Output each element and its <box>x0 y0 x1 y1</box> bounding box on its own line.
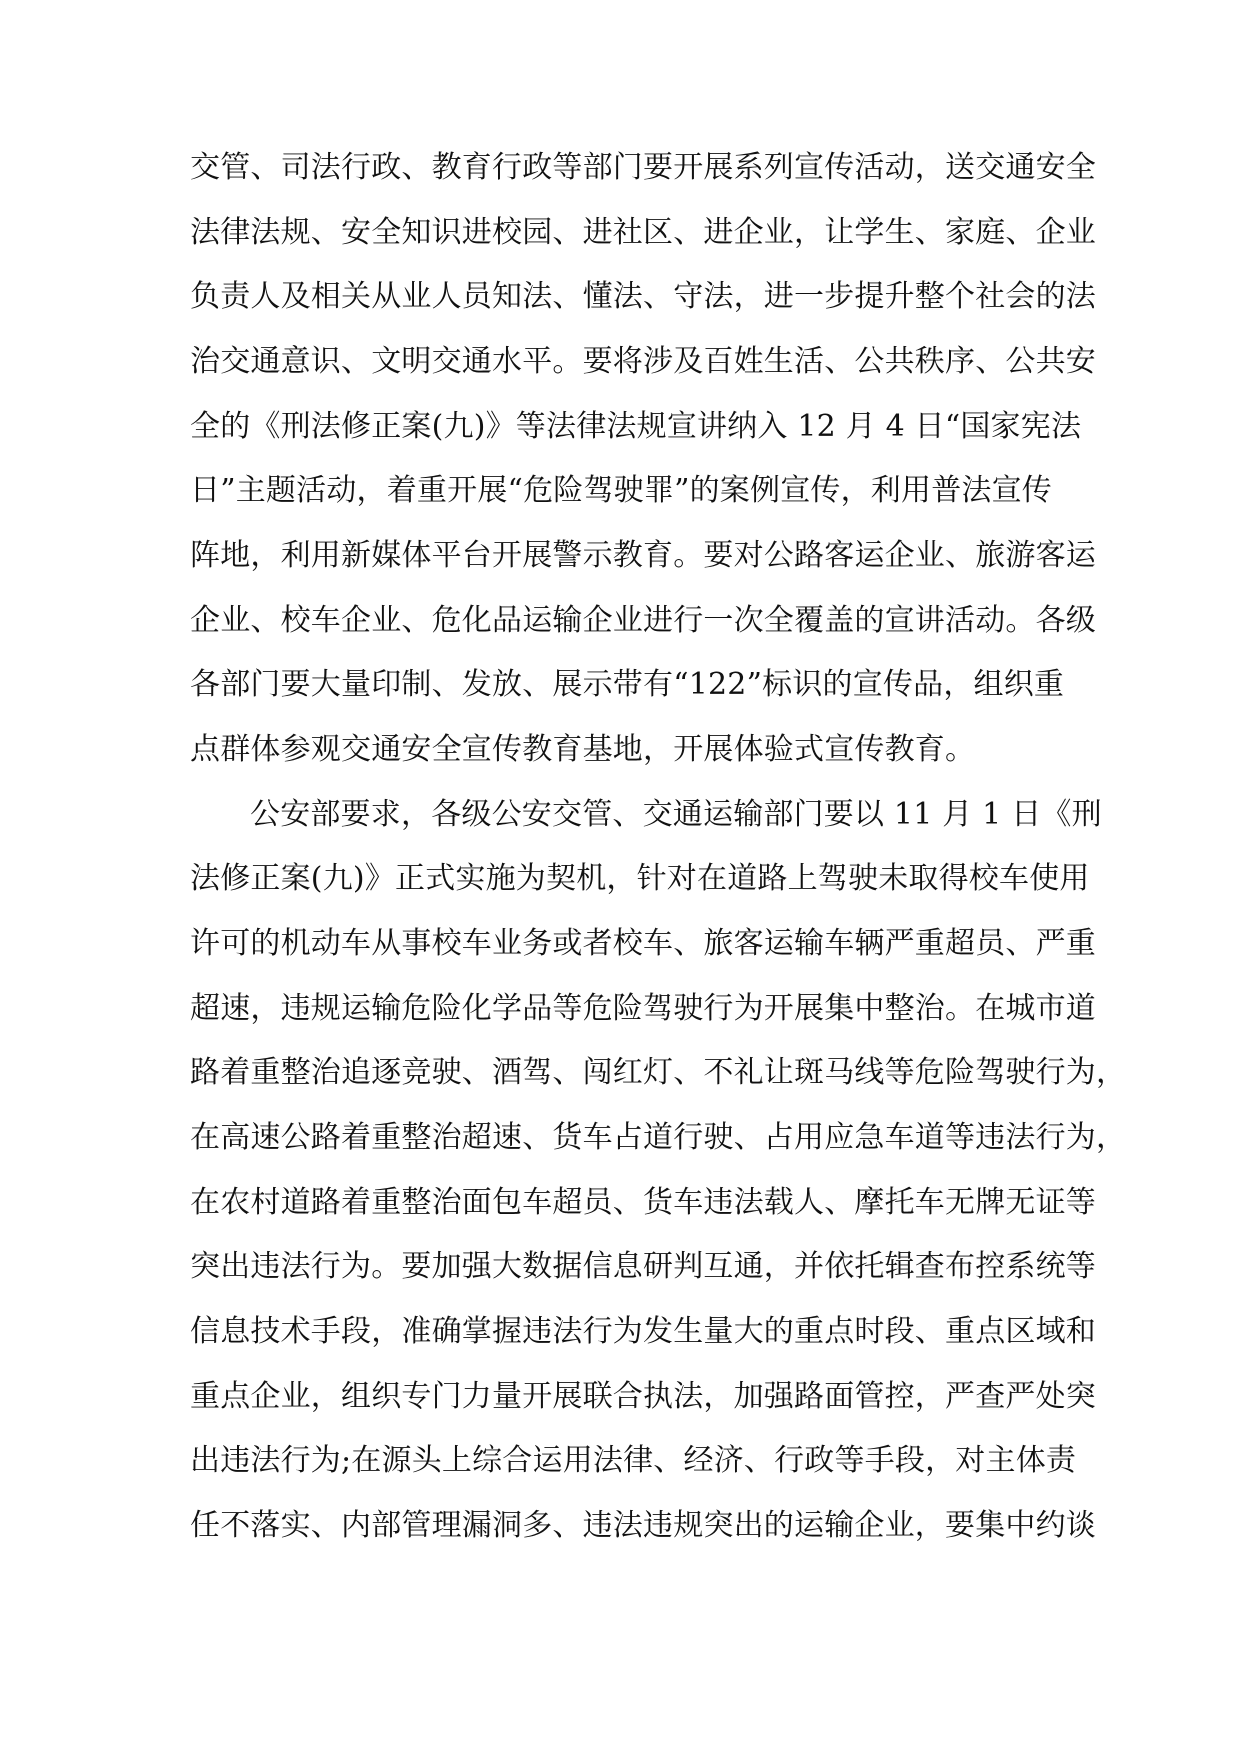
text-line: 路着重整治追逐竞驶、酒驾、闯红灯、不礼让斑马线等危险驾驶行为， <box>190 1055 1127 1090</box>
text-line: 在高速公路着重整治超速、货车占道行驶、占用应急车道等违法行为， <box>190 1120 1127 1155</box>
text-line: 突出违法行为。要加强大数据信息研判互通，并依托辑查布控系统等 <box>190 1249 1096 1284</box>
text-line: 在农村道路着重整治面包车超员、货车违法载人、摩托车无牌无证等 <box>190 1185 1096 1220</box>
text-line: 重点企业，组织专门力量开展联合执法，加强路面管控，严查严处突 <box>190 1379 1096 1414</box>
text-line: 负责人及相关从业人员知法、懂法、守法，进一步提升整个社会的法 <box>190 279 1096 314</box>
text-line: 法律法规、安全知识进校园、进社区、进企业，让学生、家庭、企业 <box>190 215 1096 250</box>
text-line: 全的《刑法修正案(九)》等法律法规宣讲纳入 12 月 4 日“国家宪法 <box>190 409 1082 444</box>
text-line: 点群体参观交通安全宣传教育基地，开展体验式宣传教育。 <box>190 732 976 767</box>
text-line: 各部门要大量印制、发放、展示带有“122”标识的宣传品，组织重 <box>190 667 1065 702</box>
text-line: 企业、校车企业、危化品运输企业进行一次全覆盖的宣讲活动。各级 <box>190 603 1096 638</box>
text-line: 治交通意识、文明交通水平。要将涉及百姓生活、公共秩序、公共安 <box>190 344 1096 379</box>
text-line: 日”主题活动，着重开展“危险驾驶罪”的案例宣传，利用普法宣传 <box>190 473 1053 508</box>
text-line: 交管、司法行政、教育行政等部门要开展系列宣传活动，送交通安全 <box>190 150 1096 185</box>
text-line: 阵地，利用新媒体平台开展警示教育。要对公路客运企业、旅游客运 <box>190 538 1096 573</box>
paragraph-first-line: 公安部要求，各级公安交管、交通运输部门要以 11 月 1 日《刑 <box>250 797 1102 832</box>
text-line: 信息技术手段，准确掌握违法行为发生量大的重点时段、重点区域和 <box>190 1314 1096 1349</box>
text-line: 出违法行为;在源头上综合运用法律、经济、行政等手段，对主体责 <box>190 1443 1077 1478</box>
text-line: 任不落实、内部管理漏洞多、违法违规突出的运输企业，要集中约谈 <box>190 1508 1096 1543</box>
text-line: 许可的机动车从事校车业务或者校车、旅客运输车辆严重超员、严重 <box>190 926 1096 961</box>
text-line: 法修正案(九)》正式实施为契机，针对在道路上驾驶未取得校车使用 <box>190 861 1090 896</box>
text-line: 超速，违规运输危险化学品等危险驾驶行为开展集中整治。在城市道 <box>190 991 1096 1026</box>
